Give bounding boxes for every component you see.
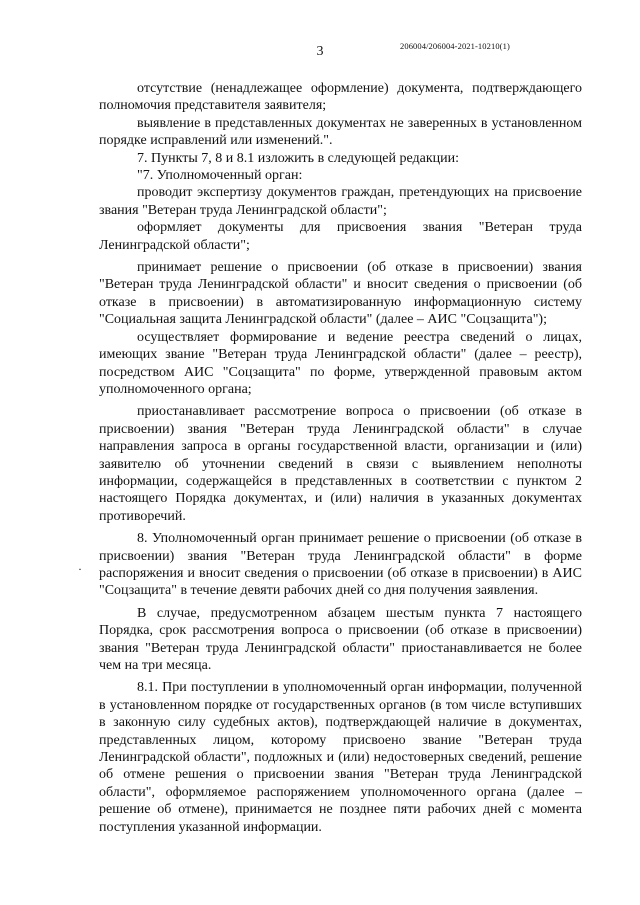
document-body (99, 80, 582, 836)
paragraph: 8. Уполномоченный орган принимает решение о присвоении (об отказе в присвоении) звания "Ветеран труда Ленинградской области" в форме распоряжения и вносит сведения о присвоении (об отказе в присвоении) в АИС "Соцзащита" в течение девяти рабочих дней со дня получения заявления. (99, 531, 582, 599)
paragraph: оформляет документы для присвоения звания "Ветеран труда Ленинградской области"; (99, 220, 582, 253)
paragraph: отсутствие (ненадлежащее оформление) документа, подтверждающего полномочия представителя заявителя; (99, 81, 582, 114)
paragraph: проводит экспертизу документов граждан, претендующих на присвоение звания "Ветеран труда Ленинградской области"; (99, 185, 582, 218)
paragraph: осуществляет формирование и ведение реестра сведений о лицах, имеющих звание "Ветеран труда Ленинградской области" (далее – реестр), посредством АИС "Соцзащита" по форме, утвержденной правовым актом уполномоченного органа; (99, 329, 582, 397)
paragraph: "7. Уполномоченный орган: (137, 168, 303, 184)
paragraph: 7. Пункты 7, 8 и 8.1 изложить в следующей редакции: (137, 150, 460, 166)
page-number: 3 (316, 44, 324, 59)
paragraph: принимает решение о присвоении (об отказе в присвоении) звания "Ветеран труда Ленинградской области" и вносит сведения о присвоении (об отказе в присвоении) в автоматизированную информационную систему "Социальная защита Ленинградской области" (далее – АИС "Соцзащита"); (99, 260, 582, 328)
document-code: 206004/206004-2021-10210(1) (400, 41, 510, 51)
paragraph: приостанавливает рассмотрение вопроса о присвоении (об отказе в присвоении) звания "Ветеран труда Ленинградской области" в случае направления запроса в органы государственной власти, организации и (или) заявителю об уточнении сведений в связи с выявлением неполноты информации, содержащейся в представленных в соответствии с пунктом 2 настоящего Порядка документах, и (или) наличия в указанных документах противоречий. (99, 404, 582, 524)
paragraph: выявление в представленных документах не заверенных в установленном порядке исправлений или изменений.". (99, 115, 582, 149)
paragraph: В случае, предусмотренном абзацем шестым пункта 7 настоящего Порядка, срок рассмотрения вопроса о присвоении (об отказе в присвоении) звания "Ветеран труда Ленинградской области" приостанавливается не более чем на три месяца. (99, 605, 582, 673)
paragraph: 8.1. При поступлении в уполномоченный орган информации, полученной в установленном порядке от государственных органов (в том числе вступивших в законную силу судебных актов), подтверждающей наличие в документах, представленных лицом, которому присвоено звание "Ветеран труда Ленинградской области", подложных и (или) недостоверных сведений, решение об отмене решения о присвоении звания "Ветеран труда Ленинградской области", оформляемое распоряжением уполномоченного органа (далее – решение об отмене), принимается не позднее пяти рабочих дней с момента поступления указанной информации. (99, 680, 582, 835)
margin-mark: · (78, 562, 82, 576)
